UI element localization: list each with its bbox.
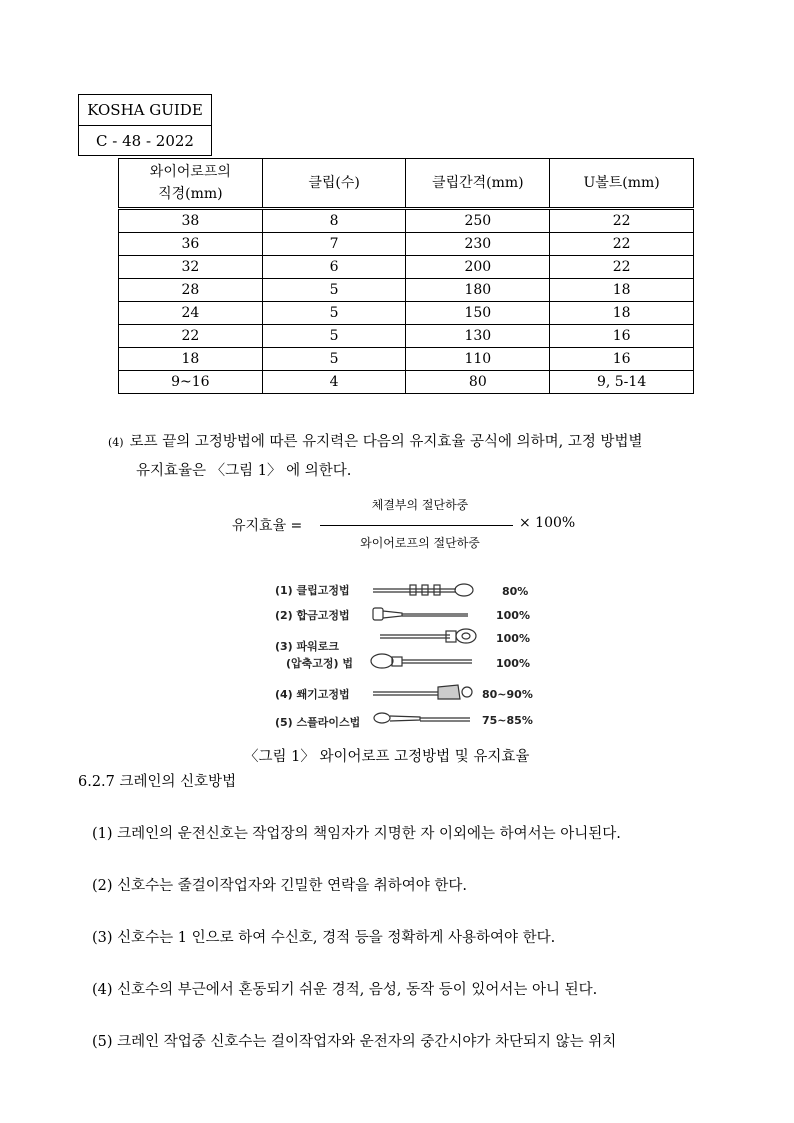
table-cell: 130 [406, 325, 550, 348]
table-cell: 180 [406, 279, 550, 302]
paragraph-number: (4) [108, 436, 124, 449]
list-item: (1) 크레인의 운전신호는 작업장의 책임자가 지명한 자 이외에는 하여서는 아니된다. [92, 826, 621, 842]
table-cell: 6 [262, 256, 406, 279]
table-cell: 200 [406, 256, 550, 279]
wire-rope-clip-table [118, 158, 694, 394]
table-row [119, 256, 694, 279]
header-cell-line: 직경(mm) [158, 186, 223, 202]
list-item: (4) 신호수의 부근에서 혼동되기 쉬운 경적, 음성, 동작 등이 있어서는 아니 된다. [92, 982, 598, 998]
rope-drawings [270, 575, 570, 735]
list-item: (5) 크레인 작업중 신호수는 걸이작업자와 운전자의 중간시야가 차단되지 않는 위치 [92, 1034, 617, 1050]
table-row [119, 302, 694, 325]
table-cell: 16 [550, 348, 694, 371]
table-cell: 24 [119, 302, 263, 325]
table-cell: 230 [406, 233, 550, 256]
table-row [119, 279, 694, 302]
clip-fastening-drawing [373, 584, 473, 596]
table-cell: 18 [550, 302, 694, 325]
table-cell: 22 [550, 256, 694, 279]
table-cell: 150 [406, 302, 550, 325]
table-cell: 18 [550, 279, 694, 302]
efficiency-value: 75~85% [482, 714, 533, 727]
wire-rope-fastening-figure [270, 575, 570, 735]
header-doc-code: C - 48 - 2022 [96, 132, 194, 150]
formula-label: 유지효율 = [232, 518, 303, 534]
figure-label: (1) 클립고정법 [275, 584, 350, 597]
table-header-cell: U볼트(mm) [550, 159, 694, 209]
table-cell: 22 [550, 209, 694, 233]
paragraph-text-line: 로프 끝의 고정방법에 따른 유지력은 다음의 유지효율 공식에 의하며, 고정 방법별 [129, 434, 643, 450]
figure-label: (압축고정) 법 [286, 657, 354, 670]
table-cell: 110 [406, 348, 550, 371]
table-cell: 22 [119, 325, 263, 348]
alloy-fastening-drawing [373, 608, 468, 620]
table-header-cell [119, 159, 263, 209]
efficiency-value: 100% [496, 609, 530, 622]
efficiency-value: 80% [502, 585, 529, 598]
formula-denominator: 와이어로프의 절단하중 [360, 536, 480, 550]
table-cell: 18 [119, 348, 263, 371]
table-cell: 28 [119, 279, 263, 302]
table-cell: 16 [550, 325, 694, 348]
compression-fastening-drawing [371, 654, 472, 668]
list-item: (2) 신호수는 줄걸이작업자와 긴밀한 연락을 취하여야 한다. [92, 878, 467, 894]
table-row [119, 233, 694, 256]
table-cell: 5 [262, 325, 406, 348]
list-item: (3) 신호수는 1 인으로 하여 수신호, 경적 등을 정확하게 사용하여야 한다. [92, 930, 556, 946]
header-guide-label: KOSHA GUIDE [79, 95, 211, 126]
table-cell: 5 [262, 348, 406, 371]
table-header-cell: 클립(수) [262, 159, 406, 209]
table-row [119, 348, 694, 371]
efficiency-value: 100% [496, 632, 530, 645]
header-cell-line: 와이어로프의 [149, 164, 231, 180]
document-header-box [78, 94, 212, 156]
figure-label: (4) 쐐기고정법 [275, 688, 350, 701]
table-cell: 38 [119, 209, 263, 233]
power-lock-drawing [380, 629, 476, 643]
splice-drawing [374, 713, 470, 723]
table-cell: 250 [406, 209, 550, 233]
table-cell: 8 [262, 209, 406, 233]
section-title: 6.2.7 크레인의 신호방법 [78, 774, 237, 790]
formula-multiplier: × 100% [519, 515, 576, 531]
wedge-fastening-drawing [373, 685, 472, 699]
table-cell: 80 [406, 371, 550, 394]
efficiency-value: 80~90% [482, 688, 533, 701]
table-row [119, 325, 694, 348]
formula-numerator: 체결부의 절단하중 [371, 498, 469, 512]
table-cell: 5 [262, 279, 406, 302]
table-header-cell: 클립간격(mm) [406, 159, 550, 209]
table-cell: 4 [262, 371, 406, 394]
paragraph-text-line: 유지효율은 〈그림 1〉 에 의한다. [136, 463, 352, 479]
efficiency-value: 100% [496, 657, 530, 670]
figure-label: (5) 스플라이스법 [275, 716, 361, 729]
table-row [119, 209, 694, 233]
table-cell: 5 [262, 302, 406, 325]
table-cell: 9, 5-14 [550, 371, 694, 394]
fraction-bar [320, 525, 513, 526]
table-cell: 22 [550, 233, 694, 256]
table-cell: 36 [119, 233, 263, 256]
paragraph-4 [108, 428, 748, 485]
figure-label: (3) 파워로크 [275, 640, 340, 653]
figure-caption: 〈그림 1〉 와이어로프 고정방법 및 유지효율 [244, 749, 530, 765]
table-cell: 9~16 [119, 371, 263, 394]
table-header-row [119, 159, 694, 209]
table-row [119, 371, 694, 394]
table-cell: 7 [262, 233, 406, 256]
figure-label: (2) 합금고정법 [275, 609, 350, 622]
table-cell: 32 [119, 256, 263, 279]
